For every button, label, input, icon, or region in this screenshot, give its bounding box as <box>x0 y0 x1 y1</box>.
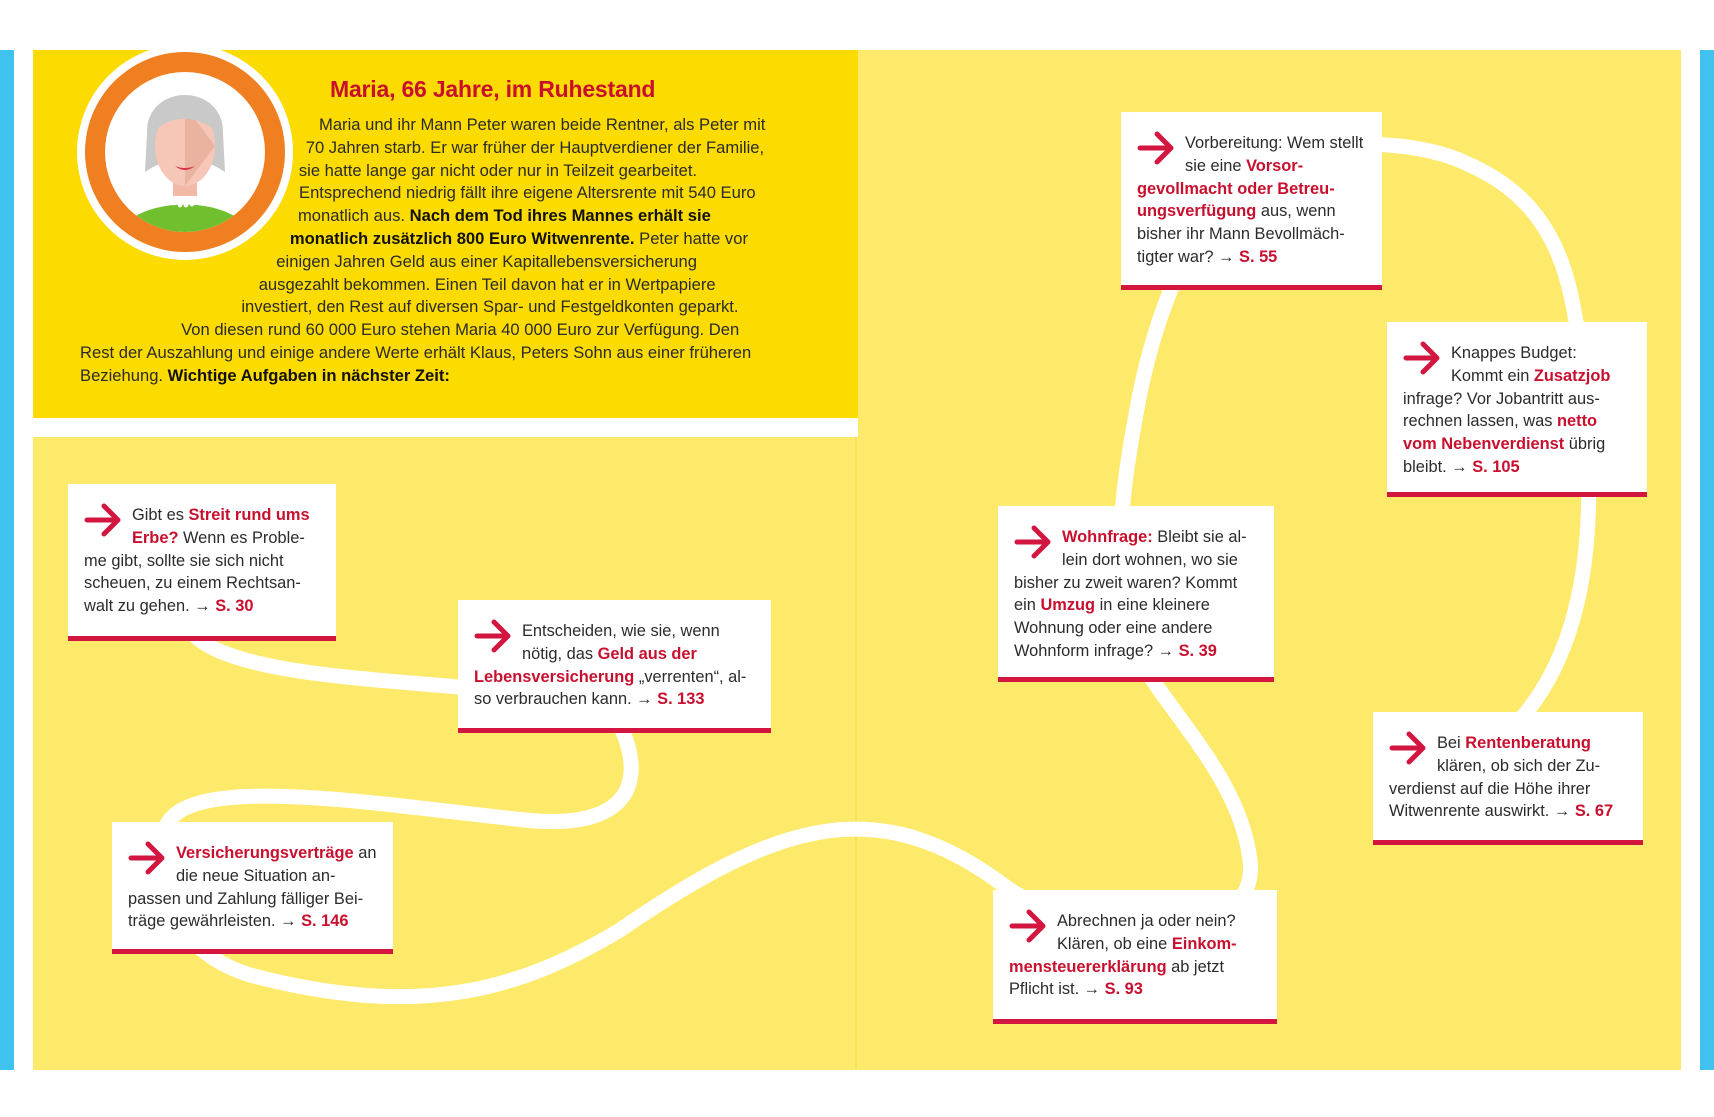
intro-bold-1: Nach dem Tod ihres Mannes erhält sie monatlich zusätzlich 800 Euro Witwenrente. <box>289 206 711 248</box>
page-ref: S. 146 <box>301 912 349 931</box>
highlight-wohnfrage: Wohnfrage: <box>1062 528 1153 546</box>
page-ref: S. 105 <box>1472 457 1520 476</box>
page-ref: S. 67 <box>1574 802 1614 821</box>
page-ref: S. 133 <box>657 690 705 709</box>
highlight-erbe: Streit rund ums Erbe? <box>132 506 310 547</box>
intro-text <box>80 114 770 388</box>
page-ref: S. 93 <box>1104 980 1143 999</box>
task-card-vollmacht: Vorbereitung: Wem stellt sie eine Vorsorgevollmacht oder Betreuungsverfügung aus, wenn bisher ihr Mann Bevollmächtigter war? → S. 55 <box>1121 112 1382 290</box>
divider-band <box>33 418 858 437</box>
page-ref: S. 55 <box>1239 247 1278 266</box>
page-ref: S. 30 <box>215 597 254 616</box>
page-ref: S. 39 <box>1178 641 1217 660</box>
intro-bold-2: Wichtige Aufgaben in nächster Zeit: <box>167 365 450 385</box>
intro-text-part-1: Maria und ihr Mann Peter waren beide Rentner, als Peter mit 70 Jahren starb. Er war früher der Hauptverdiener der Familie, sie hatte lange gar nicht oder nur in Teilzeit gearbeitet. Entsprechend niedrig fällt ihre eigene Altersrente mit 540 Euro monatlich aus. <box>297 115 766 226</box>
red-arrow-icon <box>1137 129 1185 167</box>
task-card-lebensversicherung: Entscheiden, wie sie, wenn nötig, das Geld aus der Lebensversicherung „verrenten“, also verbrauchen kann. → S. 133 <box>458 600 771 733</box>
highlight-einkommensteuer: Einkommensteuererklärung <box>1009 934 1237 976</box>
highlight-zusatzjob: Zusatzjob <box>1533 366 1611 385</box>
red-arrow-icon <box>1014 523 1062 561</box>
highlight-rentenberatung: Rentenberatung <box>1465 734 1591 752</box>
red-arrow-icon <box>128 839 176 877</box>
red-arrow-icon <box>1389 729 1437 767</box>
red-arrow-icon <box>1403 339 1451 377</box>
highlight-vollmacht: Vorsorgevollmacht oder Betreuungsverfügung <box>1137 156 1335 221</box>
red-arrow-icon <box>474 617 522 655</box>
task-card-einkommensteuer: Abrechnen ja oder nein? Klären, ob eine Einkommensteuererklärung ab jetzt Pflicht ist. → S. 93 <box>993 890 1277 1024</box>
highlight-lebensversicherung: Geld aus der Lebensversicherung <box>474 644 697 686</box>
task-card-rentenberatung: Bei Rentenberatung klären, ob sich der Zuverdienst auf die Höhe ihrer Witwenrente auswirkt. → S. 67 <box>1373 712 1643 845</box>
red-arrow-icon <box>1009 907 1057 945</box>
task-card-versicherungsvertraege: Versicherungsverträge an die neue Situation anpassen und Zahlung fälliger Beiträge gewährleisten. → S. 146 <box>112 822 393 954</box>
task-card-wohnfrage: Wohnfrage: Bleibt sie allein dort wohnen, wo sie bisher zu zweit waren? Kommt ein Umzug in eine kleinere Wohnung oder eine andere Wohnform infrage? → S. 39 <box>998 506 1274 682</box>
highlight-umzug: Umzug <box>1040 596 1096 615</box>
red-arrow-icon <box>84 501 132 539</box>
task-card-erbe: Gibt es Streit rund ums Erbe? Wenn es Probleme gibt, sollte sie sich nicht scheuen, zu einem Rechtsanwalt zu gehen. → S. 30 <box>68 484 336 641</box>
highlight-versicherungsvertraege: Versicherungsverträge <box>176 844 354 862</box>
intro-text-part-2: Peter hatte vor einigen Jahren Geld aus einer Kapitallebensversicherung ausgezahlt bekommen. Einen Teil davon hat er in Wertpapiere investiert, den Rest auf diversen Spar- und Festgeldkonten geparkt. Von diesen rund 60 000 Euro stehen Maria 40 000 Euro zur Verfügung. Den Rest der Auszahlung und einige andere Werte erhält Klaus, Peters Sohn aus einer früheren Beziehung. <box>80 228 752 385</box>
task-card-budget: Knappes Budget: Kommt ein Zusatzjob infrage? Vor Jobantritt ausrechnen lassen, was netto vom Nebenverdienst übrig bleibt. → S. 105 <box>1387 322 1647 497</box>
highlight-nebenverdienst: netto vom Nebenverdienst <box>1403 412 1598 454</box>
intro-title: Maria, 66 Jahre, im Ruhestand <box>330 76 656 102</box>
